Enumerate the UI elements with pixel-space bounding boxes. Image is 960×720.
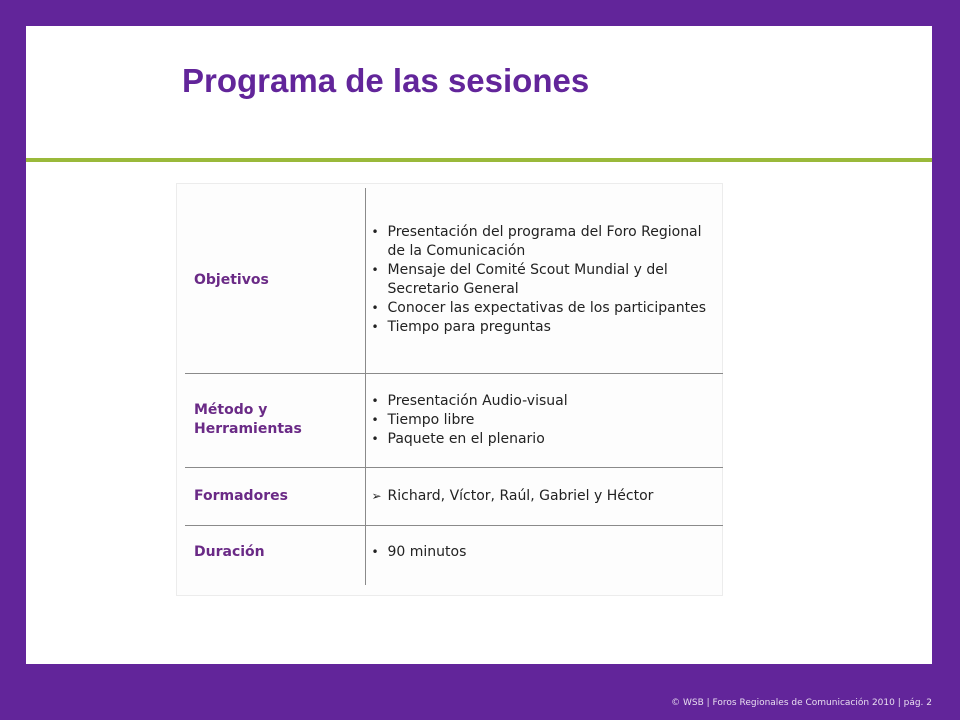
row-content [365,467,723,525]
bullet-icon: • [371,263,379,278]
bullet-icon: • [371,544,379,559]
list-item-text: Mensaje del Comité Scout Mundial y del Secretario General [387,262,668,298]
bullet-icon: • [371,412,379,427]
list-item-text: Presentación del programa del Foro Regional de la Comunicación [387,224,702,260]
row-content [365,525,723,585]
bullet-icon: • [371,393,379,408]
bullet-icon: • [371,301,379,316]
row-label: Método y Herramientas [185,373,365,467]
list-item [370,487,724,506]
list-item [370,411,724,430]
table-row-duracion [185,525,723,585]
bullet-icon: • [371,225,379,240]
list-item [370,318,724,337]
list-item [370,543,724,562]
row-label: Duración [185,525,365,585]
bullet-list [370,223,724,337]
row-content [365,188,723,373]
list-item [370,223,724,261]
table-row-objetivos [185,188,723,373]
slide-title: Programa de las sesiones [182,62,590,99]
bullet-list [370,487,724,506]
row-content [365,373,723,467]
list-item [370,392,724,411]
list-item [370,430,724,449]
slide-panel [26,26,932,664]
list-item [370,261,724,299]
row-label: Formadores [185,467,365,525]
slide-footer: © WSB | Foros Regionales de Comunicación 2010 | pág. 2 [671,698,932,708]
list-item-text: Presentación Audio-visual [387,392,568,409]
title-divider [26,158,932,162]
table-row-metodo [185,373,723,467]
bullet-list [370,543,724,562]
list-item-text: Richard, Víctor, Raúl, Gabriel y Héctor [387,487,654,504]
bullet-icon: • [371,431,379,446]
list-item-text: Tiempo libre [387,411,475,428]
program-table [185,188,723,585]
list-item-text: Tiempo para preguntas [387,319,551,336]
program-table-image [176,183,723,596]
table-row-formadores [185,467,723,525]
bullet-list [370,392,724,449]
row-label: Objetivos [185,188,365,373]
bullet-icon: • [371,320,379,335]
list-item-text: Conocer las expectativas de los participantes [387,300,706,317]
arrow-bullet-icon: ➢ [371,488,382,503]
list-item-text: 90 minutos [387,543,467,560]
list-item-text: Paquete en el plenario [387,430,545,447]
list-item [370,299,724,318]
